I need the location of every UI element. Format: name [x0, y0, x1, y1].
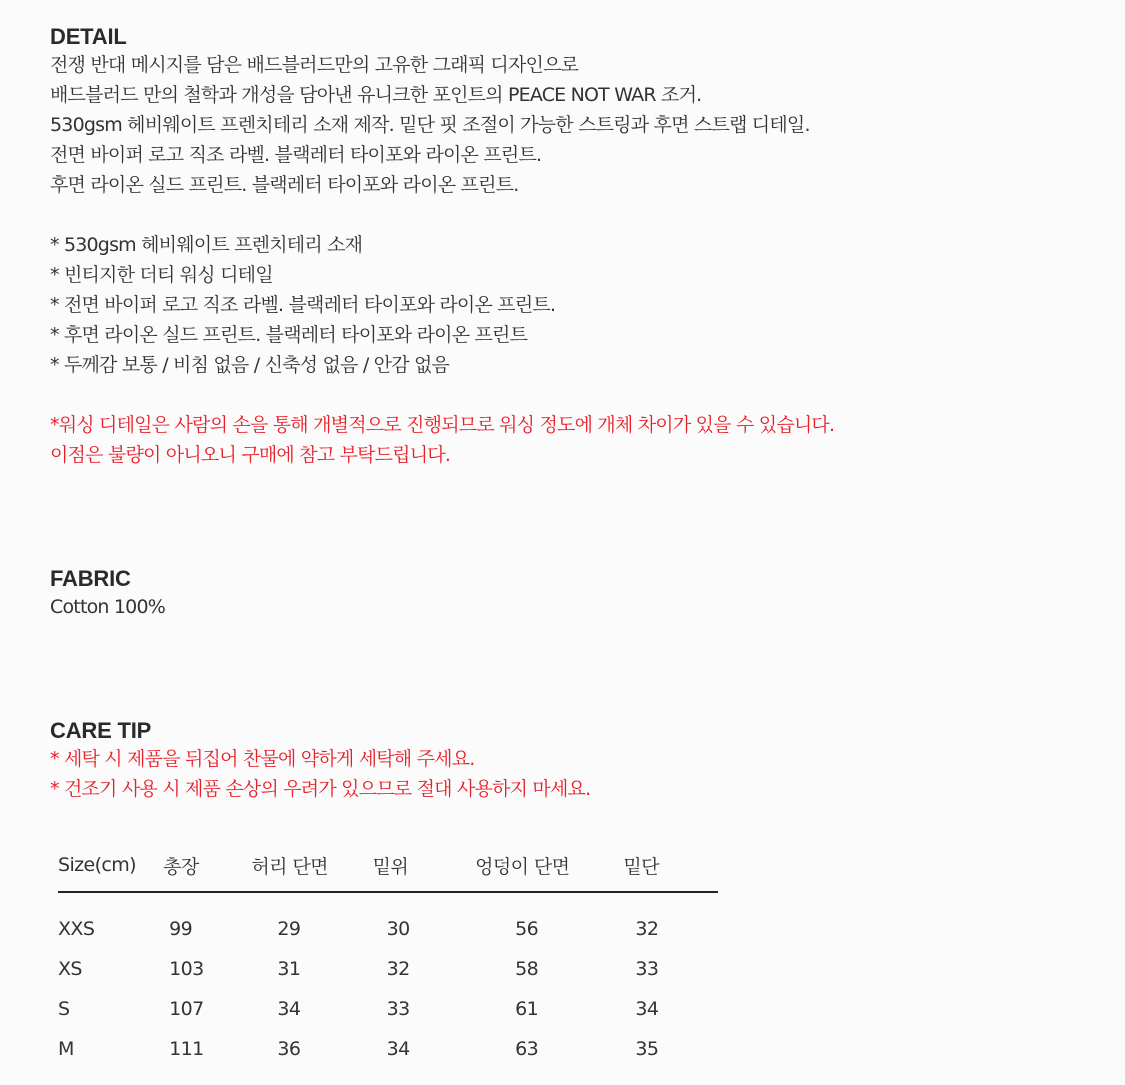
table-cell: 32 — [386, 958, 410, 980]
care-tip-line: * 건조기 사용 시 제품 손상의 우려가 있으므로 절대 사용하지 마세요. — [50, 778, 591, 800]
table-cell: 99 — [169, 918, 193, 940]
fabric-value: Cotton 100% — [50, 596, 166, 618]
table-cell: 34 — [277, 998, 301, 1020]
size-table — [58, 848, 718, 1069]
detail-line: 후면 라이온 실드 프린트. 블랙레터 타이포와 라이온 프린트. — [50, 174, 519, 196]
table-cell: 63 — [515, 1038, 539, 1060]
detail-section — [50, 24, 834, 470]
header-total-length: 총장 — [163, 848, 251, 892]
size-table-header-row — [58, 848, 718, 892]
header-waist: 허리 단면 — [251, 848, 372, 892]
detail-line: 530gsm 헤비웨이트 프렌치테리 소재 제작. 밑단 핏 조절이 가능한 스트링과 후면 스트랩 디테일. — [50, 114, 810, 136]
table-cell: 29 — [277, 918, 301, 940]
detail-heading: DETAIL — [50, 24, 127, 49]
table-cell: 34 — [635, 998, 659, 1020]
spacer — [50, 200, 834, 230]
header-hip: 엉덩이 단면 — [475, 848, 623, 892]
table-cell: 32 — [635, 918, 659, 940]
size-label: S — [58, 998, 70, 1020]
size-label: XS — [58, 958, 82, 980]
detail-line: 배드블러드 만의 철학과 개성을 담아낸 유니크한 포인트의 PEACE NOT WAR 조거. — [50, 84, 702, 106]
table-cell: 111 — [169, 1038, 204, 1060]
detail-bullet: * 두께감 보통 / 비침 없음 / 신축성 없음 / 안감 없음 — [50, 354, 450, 376]
table-cell: 35 — [635, 1038, 659, 1060]
table-cell: 103 — [169, 958, 204, 980]
table-cell: 34 — [386, 1038, 410, 1060]
table-cell: 56 — [515, 918, 539, 940]
header-hem: 밑단 — [623, 848, 718, 892]
table-row — [58, 892, 718, 949]
detail-line: 전쟁 반대 메시지를 담은 배드블러드만의 고유한 그래픽 디자인으로 — [50, 54, 579, 76]
detail-bullet: * 후면 라이온 실드 프린트. 블랙레터 타이포와 라이온 프린트 — [50, 324, 528, 346]
detail-line: 전면 바이퍼 로고 직조 라벨. 블랙레터 타이포와 라이온 프린트. — [50, 144, 542, 166]
table-row — [58, 1029, 718, 1069]
size-label: XXS — [58, 918, 95, 940]
fabric-heading: FABRIC — [50, 566, 131, 591]
care-tip-heading: CARE TIP — [50, 718, 152, 743]
table-cell: 61 — [515, 998, 539, 1020]
washing-notice: *워싱 디테일은 사람의 손을 통해 개별적으로 진행되므로 워싱 정도에 개체 차이가 있을 수 있습니다. — [50, 414, 835, 436]
care-tip-line: * 세탁 시 제품을 뒤집어 찬물에 약하게 세탁해 주세요. — [50, 748, 475, 770]
table-cell: 30 — [386, 918, 410, 940]
detail-bullet: * 빈티지한 더티 워싱 디테일 — [50, 264, 273, 286]
spacer — [50, 380, 834, 410]
table-row — [58, 989, 718, 1029]
fabric-section — [50, 566, 165, 622]
table-cell: 36 — [277, 1038, 301, 1060]
table-row — [58, 949, 718, 989]
detail-bullet: * 전면 바이퍼 로고 직조 라벨. 블랙레터 타이포와 라이온 프린트. — [50, 294, 556, 316]
table-cell: 33 — [635, 958, 659, 980]
table-cell: 33 — [386, 998, 410, 1020]
washing-notice: 이점은 불량이 아니오니 구매에 참고 부탁드립니다. — [50, 444, 451, 466]
table-cell: 31 — [277, 958, 301, 980]
header-rise: 밑위 — [373, 848, 475, 892]
care-tip-section — [50, 718, 590, 804]
table-cell: 107 — [169, 998, 204, 1020]
size-label: M — [58, 1038, 74, 1060]
detail-bullet: * 530gsm 헤비웨이트 프렌치테리 소재 — [50, 234, 363, 256]
header-size: Size(cm) — [58, 848, 163, 892]
table-cell: 58 — [515, 958, 539, 980]
